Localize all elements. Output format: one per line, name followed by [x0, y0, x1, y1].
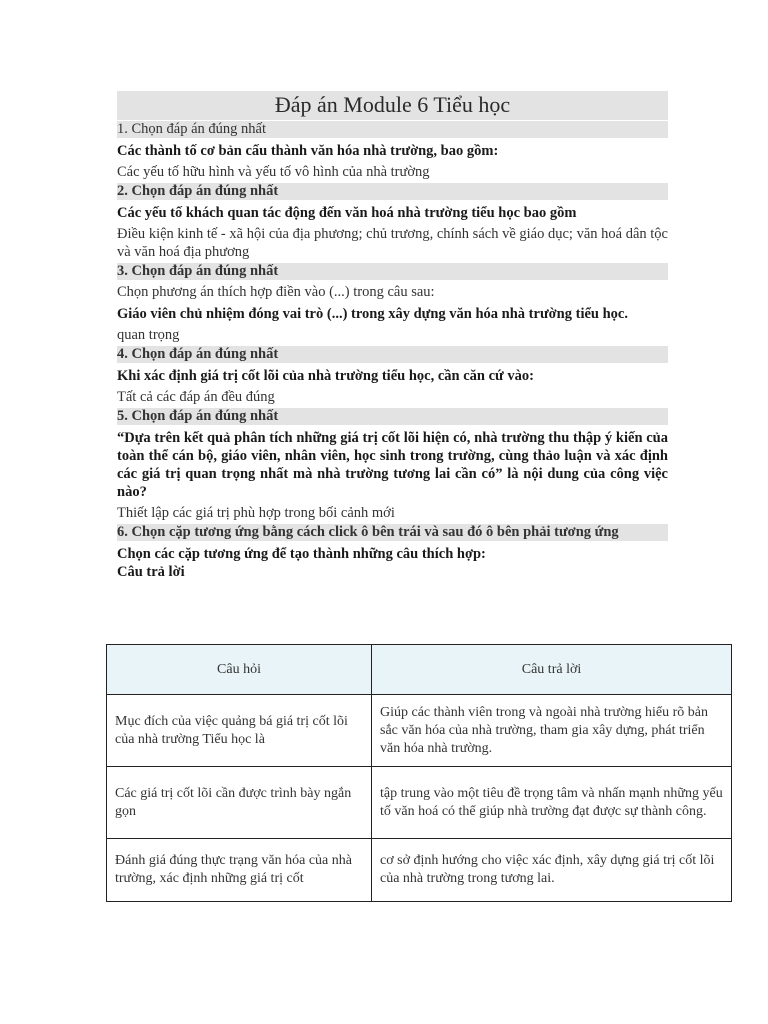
- answer-label: Câu trả lời: [117, 564, 185, 580]
- question-2-header: 2. Chọn đáp án đúng nhất: [117, 183, 668, 200]
- question-3-prompt: Chọn phương án thích hợp điền vào (...) trong câu sau:: [117, 284, 435, 300]
- column-header-answer: Câu trả lời: [372, 645, 732, 695]
- question-6-header: 6. Chọn cặp tương ứng bằng cách click ô bên trái và sau đó ô bên phải tương ứng: [117, 524, 668, 541]
- matching-table: [106, 644, 732, 902]
- question-3-header: 3. Chọn đáp án đúng nhất: [117, 263, 668, 280]
- question-4-text: Khi xác định giá trị cốt lõi của nhà trường tiểu học, cần căn cứ vào:: [117, 368, 534, 384]
- table-header-row: [107, 645, 732, 695]
- document-page: [117, 91, 668, 581]
- question-5-answer: Thiết lập các giá trị phù hợp trong bối cảnh mới: [117, 505, 395, 521]
- question-1-answer: Các yếu tố hữu hình và yếu tố vô hình của nhà trường: [117, 164, 430, 180]
- question-6-text: Chọn các cặp tương ứng để tạo thành những câu thích hợp:: [117, 546, 486, 562]
- table-cell-question: Đánh giá đúng thực trạng văn hóa của nhà trường, xác định những giá trị cốt: [107, 839, 372, 902]
- table-cell-question: Mục đích của việc quảng bá giá trị cốt lõi của nhà trường Tiểu học là: [107, 695, 372, 767]
- table-cell-question: Các giá trị cốt lõi cần được trình bày ngắn gọn: [107, 767, 372, 839]
- question-2-text: Các yếu tố khách quan tác động đến văn hoá nhà trường tiểu học bao gồm: [117, 205, 577, 221]
- table-cell-answer: Giúp các thành viên trong và ngoài nhà trường hiểu rõ bản sắc văn hóa của nhà trường, tham gia xây dựng, phát triển văn hóa nhà trường.: [372, 695, 732, 767]
- table-row: [107, 839, 732, 902]
- table-cell-answer: tập trung vào một tiêu đề trọng tâm và nhấn mạnh những yếu tố văn hoá có thể giúp nhà trường đạt được sự thành công.: [372, 767, 732, 839]
- question-5-header: 5. Chọn đáp án đúng nhất: [117, 408, 668, 425]
- question-4-header: 4. Chọn đáp án đúng nhất: [117, 346, 668, 363]
- question-3-text: Giáo viên chủ nhiệm đóng vai trò (...) trong xây dựng văn hóa nhà trường tiểu học.: [117, 306, 628, 322]
- table-row: [107, 767, 732, 839]
- question-1-text: Các thành tố cơ bản cấu thành văn hóa nhà trường, bao gồm:: [117, 143, 499, 159]
- column-header-question: Câu hỏi: [107, 645, 372, 695]
- table-row: [107, 695, 732, 767]
- question-5-text: “Dựa trên kết quả phân tích những giá trị cốt lõi hiện có, nhà trường thu thập ý kiến của toàn thể cán bộ, giáo viên, nhân viên, học sinh trong trường, cùng thảo luận và xác định các giá trị quan trọng nhất mà nhà trường tương lai cần có” là nội dung của công việc nào?: [117, 430, 668, 500]
- question-3-answer: quan trọng: [117, 327, 180, 343]
- page-title: Đáp án Module 6 Tiểu học: [117, 91, 668, 120]
- table-cell-answer: cơ sở định hướng cho việc xác định, xây dựng giá trị cốt lõi của nhà trường trong tương lai.: [372, 839, 732, 902]
- question-4-answer: Tất cả các đáp án đều đúng: [117, 389, 275, 405]
- question-1-header: 1. Chọn đáp án đúng nhất: [117, 121, 668, 138]
- question-2-answer: Điều kiện kinh tế - xã hội của địa phương; chủ trương, chính sách về giáo dục; văn hoá dân tộc và văn hoá địa phương: [117, 226, 668, 260]
